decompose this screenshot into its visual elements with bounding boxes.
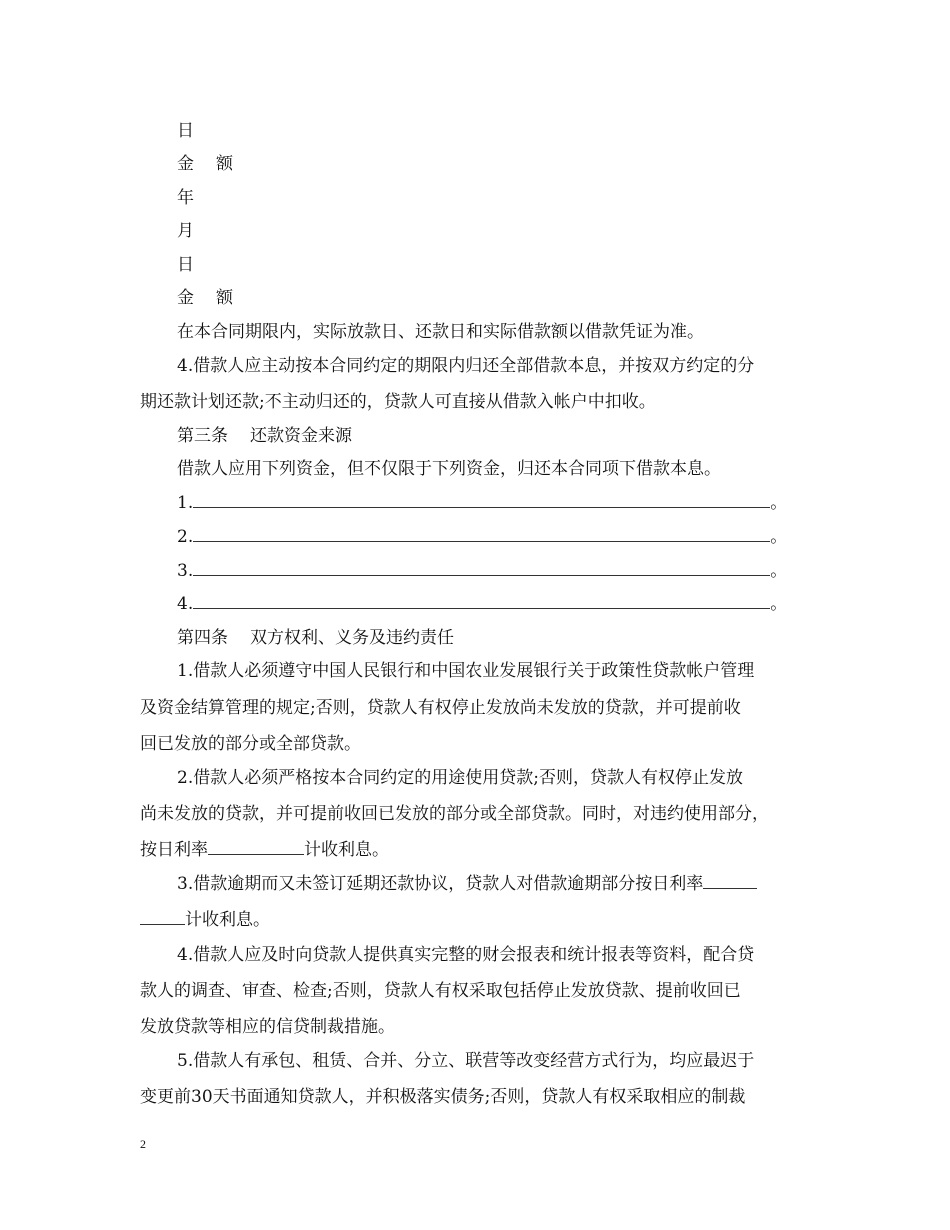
paragraph-line: 款人的调查、审查、检查;否则，贷款人有权采取包括停止发放贷款、提前收回已 [140, 981, 741, 1001]
fill-in-item [177, 593, 787, 615]
item-period: 。 [770, 527, 788, 547]
paragraph-line: 4.借款人应主动按本合同约定的期限内归还全部借款本息，并按双方约定的分 [177, 356, 755, 376]
item-number: 1. [177, 493, 194, 513]
page-number: 2 [140, 1137, 146, 1151]
fill-in-item [177, 492, 787, 514]
text-month: 月 [177, 221, 194, 241]
text-line [177, 220, 194, 242]
text-line [177, 187, 194, 209]
paragraph-line: 变更前30天书面通知贷款人，并积极落实债务;否则，贷款人有权采取相应的制裁 [140, 1087, 746, 1107]
item-number: 2. [177, 527, 194, 547]
text-segment: 按日利率 [140, 840, 208, 860]
text-segment: 计收利息。 [304, 840, 389, 860]
text-day: 日 [177, 121, 194, 141]
text-segment: 计收利息。 [185, 910, 270, 930]
text-line [177, 287, 233, 309]
article-number: 第四条 [177, 628, 228, 648]
fill-in-item [177, 526, 787, 548]
text-day: 日 [177, 255, 194, 275]
article-number: 第三条 [177, 426, 228, 446]
article-title: 还款资金来源 [250, 426, 352, 446]
paragraph-line: 5.借款人有承包、租赁、合并、分立、联营等改变经营方式行为，均应最迟于 [177, 1051, 755, 1071]
paragraph-line: 在本合同期限内，实际放款日、还款日和实际借款额以借款凭证为准。 [177, 322, 704, 342]
item-period: 。 [770, 561, 788, 581]
fill-in-blank[interactable] [193, 492, 770, 508]
text-line [177, 120, 194, 142]
fill-in-blank[interactable] [208, 839, 304, 855]
text-amount-1: 金 [177, 288, 194, 308]
paragraph-line: 尚未发放的贷款，并可提前收回已发放的部分或全部贷款。同时，对违约使用部分， [140, 804, 769, 824]
article-heading [177, 425, 352, 447]
fill-in-blank[interactable] [703, 873, 757, 889]
paragraph-line: 回已发放的部分或全部贷款。 [140, 734, 361, 754]
paragraph-line: 及资金结算管理的规定;否则，贷款人有权停止发放尚未发放的贷款，并可提前收 [140, 698, 741, 718]
text-segment: 3.借款逾期而又未签订延期还款协议，贷款人对借款逾期部分按日利率 [177, 874, 704, 894]
item-period: 。 [770, 594, 788, 614]
item-number: 3. [177, 561, 194, 581]
fill-in-blank[interactable] [193, 560, 770, 576]
paragraph-line: 1.借款人必须遵守中国人民银行和中国农业发展银行关于政策性贷款帐户管理 [177, 661, 755, 681]
text-line [177, 254, 194, 276]
text-amount-1: 金 [177, 154, 194, 174]
paragraph-line: 发放贷款等相应的信贷制裁措施。 [140, 1017, 395, 1037]
text-line [177, 153, 233, 175]
text-amount-2: 额 [216, 288, 233, 308]
text-amount-2: 额 [216, 154, 233, 174]
fill-in-blank[interactable] [193, 526, 770, 542]
paragraph-line [140, 839, 389, 861]
fill-in-blank[interactable] [193, 593, 770, 609]
text-year: 年 [177, 188, 194, 208]
paragraph-line: 借款人应用下列资金，但不仅限于下列资金，归还本合同项下借款本息。 [177, 459, 721, 479]
paragraph-line [177, 873, 757, 895]
paragraph-line: 2.借款人必须严格按本合同约定的用途使用贷款;否则，贷款人有权停止发放 [177, 768, 743, 788]
paragraph-line [140, 909, 270, 931]
paragraph-line: 期还款计划还款;不主动归还的，贷款人可直接从借款入帐户中扣收。 [140, 392, 656, 412]
item-period: 。 [770, 493, 788, 513]
fill-in-item [177, 560, 787, 582]
article-heading [177, 627, 454, 649]
paragraph-line: 4.借款人应及时向贷款人提供真实完整的财会报表和统计报表等资料，配合贷 [177, 945, 755, 965]
article-title: 双方权利、义务及违约责任 [250, 628, 454, 648]
item-number: 4. [177, 594, 194, 614]
fill-in-blank[interactable] [140, 909, 185, 925]
